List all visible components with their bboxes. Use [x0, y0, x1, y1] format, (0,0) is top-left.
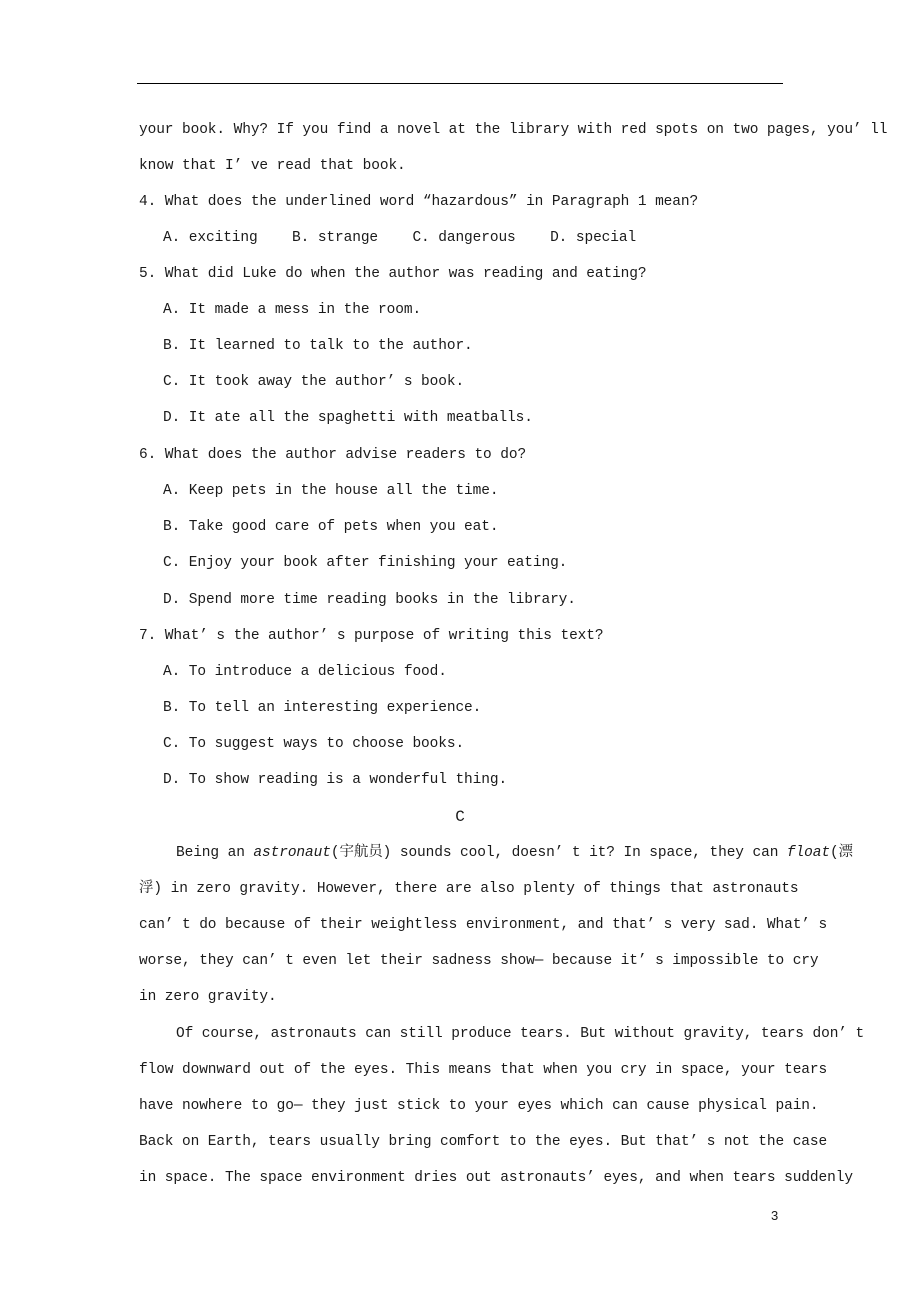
paragraph-line: have nowhere to go— they just stick to your eyes which can cause physical pain. [139, 1098, 819, 1114]
option-d: D. To show reading is a wonderful thing. [163, 772, 508, 788]
paragraph-line: 浮) in zero gravity. However, there are also plenty of things that astronauts [139, 881, 799, 897]
option-a: A. It made a mess in the room. [163, 302, 422, 318]
page-number: 3 [771, 1208, 779, 1223]
option-d: D. It ate all the spaghetti with meatballs. [163, 410, 533, 426]
italic-word: float [786, 845, 830, 861]
paragraph-line: Of course, astronauts can still produce tears. But without gravity, tears don’ t [176, 1026, 865, 1042]
paragraph-line: in space. The space environment dries out astronauts’ eyes, and when tears suddenly [139, 1170, 853, 1186]
option-a: A. To introduce a delicious food. [163, 664, 447, 680]
option-b: B. Take good care of pets when you eat. [163, 519, 499, 535]
question-7: 7. What’ s the author’ s purpose of writing this text? [139, 628, 604, 644]
header-rule [137, 83, 783, 84]
paragraph-line: Back on Earth, tears usually bring comfort to the eyes. But that’ s not the case [139, 1134, 828, 1150]
option-c: C. To suggest ways to choose books. [163, 736, 465, 752]
paragraph-line: Being an astronaut(宇航员) sounds cool, doesn’ t it? In space, they can float(漂 [176, 845, 853, 861]
question-4: 4. What does the underlined word “hazardous” in Paragraph 1 mean? [139, 194, 699, 210]
text-line: know that I’ ve read that book. [139, 158, 406, 174]
option-d: D. Spend more time reading books in the library. [163, 592, 576, 608]
option-a: A. Keep pets in the house all the time. [163, 483, 499, 499]
question-6: 6. What does the author advise readers to do? [139, 447, 527, 463]
paragraph-line: worse, they can’ t even let their sadness show— because it’ s impossible to cry [139, 953, 819, 969]
option-c: C. Enjoy your book after finishing your eating. [163, 555, 568, 571]
text-line: your book. Why? If you find a novel at the library with red spots on two pages, you’ ll [139, 122, 888, 138]
option-b: B. It learned to talk to the author. [163, 338, 473, 354]
italic-word: astronaut [253, 845, 331, 861]
option-b: B. To tell an interesting experience. [163, 700, 482, 716]
question-4-options: A. exciting B. strange C. dangerous D. special [163, 230, 637, 246]
option-c: C. It took away the author’ s book. [163, 374, 465, 390]
paragraph-line: in zero gravity. [139, 989, 277, 1005]
section-heading: C [455, 808, 465, 826]
paragraph-line: flow downward out of the eyes. This means that when you cry in space, your tears [139, 1062, 828, 1078]
question-5: 5. What did Luke do when the author was reading and eating? [139, 266, 647, 282]
paragraph-line: can’ t do because of their weightless environment, and that’ s very sad. What’ s [139, 917, 828, 933]
